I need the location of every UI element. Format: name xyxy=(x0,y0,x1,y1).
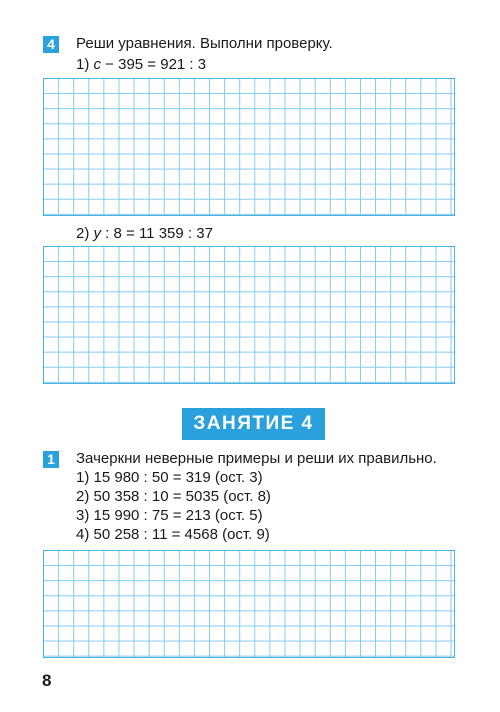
equation-2 xyxy=(76,225,213,243)
example-item: 4) 50 258 : 11 = 4568 (ост. 9) xyxy=(76,526,270,543)
task-title: Зачеркни неверные примеры и реши их правильно. xyxy=(76,450,437,467)
task-number-badge: 4 xyxy=(43,36,59,53)
equation-body: : 8 = 11 359 : 37 xyxy=(101,225,213,242)
page-number: 8 xyxy=(42,671,52,690)
equation-variable: y xyxy=(93,225,102,242)
equation-number: 2) xyxy=(76,225,94,242)
example-item: 3) 15 990 : 75 = 213 (ост. 5) xyxy=(76,507,263,524)
equation-variable: c xyxy=(93,56,102,73)
answer-grid-3[interactable] xyxy=(43,550,455,658)
lesson-banner: ЗАНЯТИЕ 4 xyxy=(182,408,325,440)
task-title: Реши уравнения. Выполни проверку. xyxy=(76,35,333,52)
equation-number: 1) xyxy=(76,56,94,73)
equation-body: − 395 = 921 : 3 xyxy=(101,56,207,73)
answer-grid-2[interactable] xyxy=(43,246,455,384)
task-number-badge: 1 xyxy=(43,451,59,468)
equation-1 xyxy=(76,56,206,74)
example-item: 2) 50 358 : 10 = 5035 (ост. 8) xyxy=(76,488,271,505)
example-item: 1) 15 980 : 50 = 319 (ост. 3) xyxy=(76,469,263,486)
answer-grid-1[interactable] xyxy=(43,78,455,216)
